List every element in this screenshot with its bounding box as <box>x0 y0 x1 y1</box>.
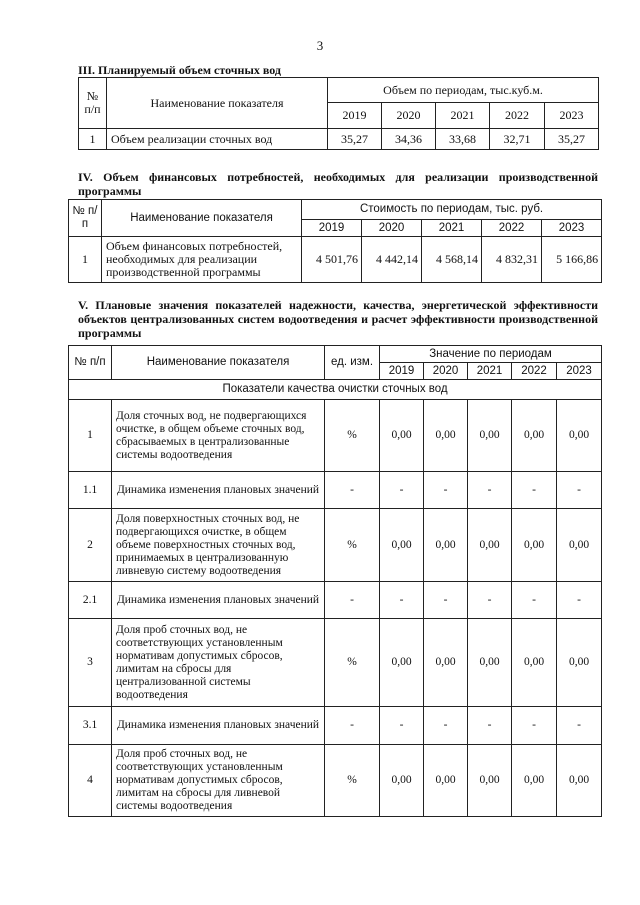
row-value: 0,00 <box>424 400 468 472</box>
row-name: Доля проб сточных вод, не соответствующих установленным нормативам допустимых сбросов, лимитам на сбросы для централизованной системы водоотведения <box>112 619 325 707</box>
col-group-header: Объем по периодам, тыс.куб.м. <box>328 78 599 103</box>
row-unit: % <box>325 619 380 707</box>
row-value: 4 442,14 <box>362 237 422 283</box>
section-3-title: III. Планируемый объем сточных вод <box>78 63 281 77</box>
row-value: - <box>424 707 468 745</box>
year-header: 2019 <box>302 220 362 237</box>
row-value: 0,00 <box>557 619 602 707</box>
year-header: 2021 <box>436 103 490 129</box>
row-value: - <box>557 582 602 619</box>
row-name: Динамика изменения плановых значений <box>112 582 325 619</box>
row-value: 0,00 <box>424 509 468 582</box>
row-value: - <box>380 707 424 745</box>
row-number: 2 <box>69 509 112 582</box>
row-value: - <box>557 472 602 509</box>
year-header: 2020 <box>424 363 468 380</box>
row-number: 1 <box>69 400 112 472</box>
row-value: - <box>512 582 557 619</box>
year-header: 2020 <box>362 220 422 237</box>
row-name: Доля сточных вод, не подвергающихся очистке, в общем объеме сточных вод, сбрасываемых в централизованные системы водоотведения <box>112 400 325 472</box>
table-row <box>69 509 602 582</box>
row-value: 0,00 <box>380 619 424 707</box>
col-number-header: № п/п <box>69 200 102 237</box>
row-value: - <box>468 707 512 745</box>
col-group-header: Значение по периодам <box>380 346 602 363</box>
row-value: 32,71 <box>490 129 545 150</box>
row-unit: % <box>325 400 380 472</box>
section-5-title: V. Плановые значения показателей надежности, качества, энергетической эффективности объектов централизованных систем водоотведения и расчет эффективности производственной программы <box>78 298 598 340</box>
row-value: 35,27 <box>328 129 382 150</box>
year-header: 2023 <box>545 103 599 129</box>
row-value: - <box>512 707 557 745</box>
row-value: 33,68 <box>436 129 490 150</box>
row-value: 0,00 <box>380 745 424 817</box>
row-value: - <box>424 582 468 619</box>
table-header-row <box>79 78 599 103</box>
year-header: 2021 <box>468 363 512 380</box>
row-value: 0,00 <box>468 400 512 472</box>
page-number: 3 <box>316 38 324 53</box>
row-unit: - <box>325 582 380 619</box>
year-header: 2019 <box>380 363 424 380</box>
row-unit: - <box>325 472 380 509</box>
row-value: 0,00 <box>557 400 602 472</box>
reliability-quality-table <box>68 345 602 817</box>
table-row <box>69 707 602 745</box>
col-number-header: № п/п <box>69 346 112 380</box>
row-name: Доля проб сточных вод, не соответствующих установленным нормативам допустимых сбросов, лимитам на сбросы для ливневой системы водоотведения <box>112 745 325 817</box>
row-value: - <box>468 582 512 619</box>
row-name: Объем финансовых потребностей, необходимых для реализации производственной программы <box>102 237 302 283</box>
table-row <box>69 237 602 283</box>
year-header: 2023 <box>542 220 602 237</box>
col-name-header: Наименование показателя <box>107 78 328 129</box>
table-row <box>69 619 602 707</box>
table-row <box>69 582 602 619</box>
row-value: 0,00 <box>468 509 512 582</box>
table-subheader-row <box>69 380 602 400</box>
row-value: 4 568,14 <box>422 237 482 283</box>
row-value: 35,27 <box>545 129 599 150</box>
col-number-header: № п/п <box>79 78 107 129</box>
year-header: 2022 <box>512 363 557 380</box>
row-value: 4 501,76 <box>302 237 362 283</box>
table-header-row <box>69 346 602 363</box>
row-number: 1.1 <box>69 472 112 509</box>
col-name-header: Наименование показателя <box>112 346 325 380</box>
row-value: - <box>468 472 512 509</box>
table-row <box>69 400 602 472</box>
row-unit: % <box>325 509 380 582</box>
row-name: Доля поверхностных сточных вод, не подвергающихся очистке, в общем объеме поверхностных сточных вод, принимаемых в централизованную ливневую систему водоотведения <box>112 509 325 582</box>
section-4-title: IV. Объем финансовых потребностей, необходимых для реализации производственной программы <box>78 170 598 198</box>
row-value: 0,00 <box>468 745 512 817</box>
row-number: 2.1 <box>69 582 112 619</box>
year-header: 2019 <box>328 103 382 129</box>
row-value: - <box>380 472 424 509</box>
row-value: 0,00 <box>512 619 557 707</box>
row-value: 0,00 <box>512 400 557 472</box>
row-unit: % <box>325 745 380 817</box>
row-value: - <box>512 472 557 509</box>
row-value: 0,00 <box>512 745 557 817</box>
row-name: Динамика изменения плановых значений <box>112 472 325 509</box>
table-row <box>69 472 602 509</box>
row-value: - <box>424 472 468 509</box>
row-value: 0,00 <box>424 619 468 707</box>
col-group-header: Стоимость по периодам, тыс. руб. <box>302 200 602 220</box>
row-value: 0,00 <box>557 745 602 817</box>
row-value: 0,00 <box>380 509 424 582</box>
row-value: 0,00 <box>512 509 557 582</box>
row-value: 0,00 <box>380 400 424 472</box>
planned-wastewater-table <box>78 77 599 150</box>
row-value: 0,00 <box>424 745 468 817</box>
year-header: 2021 <box>422 220 482 237</box>
year-header: 2022 <box>482 220 542 237</box>
year-header: 2022 <box>490 103 545 129</box>
row-number: 4 <box>69 745 112 817</box>
row-number: 1 <box>79 129 107 150</box>
financial-needs-table <box>68 199 602 283</box>
row-unit: - <box>325 707 380 745</box>
row-number: 1 <box>69 237 102 283</box>
row-value: 4 832,31 <box>482 237 542 283</box>
table-row <box>79 129 599 150</box>
table-row <box>69 745 602 817</box>
col-name-header: Наименование показателя <box>102 200 302 237</box>
row-number: 3 <box>69 619 112 707</box>
table-header-row <box>69 200 602 220</box>
row-number: 3.1 <box>69 707 112 745</box>
row-value: - <box>380 582 424 619</box>
row-value: - <box>557 707 602 745</box>
year-header: 2020 <box>382 103 436 129</box>
year-header: 2023 <box>557 363 602 380</box>
row-value: 0,00 <box>557 509 602 582</box>
row-value: 0,00 <box>468 619 512 707</box>
row-value: 5 166,86 <box>542 237 602 283</box>
col-unit-header: ед. изм. <box>325 346 380 380</box>
row-value: 34,36 <box>382 129 436 150</box>
row-name: Объем реализации сточных вод <box>107 129 328 150</box>
table-subheader: Показатели качества очистки сточных вод <box>69 380 602 400</box>
row-name: Динамика изменения плановых значений <box>112 707 325 745</box>
